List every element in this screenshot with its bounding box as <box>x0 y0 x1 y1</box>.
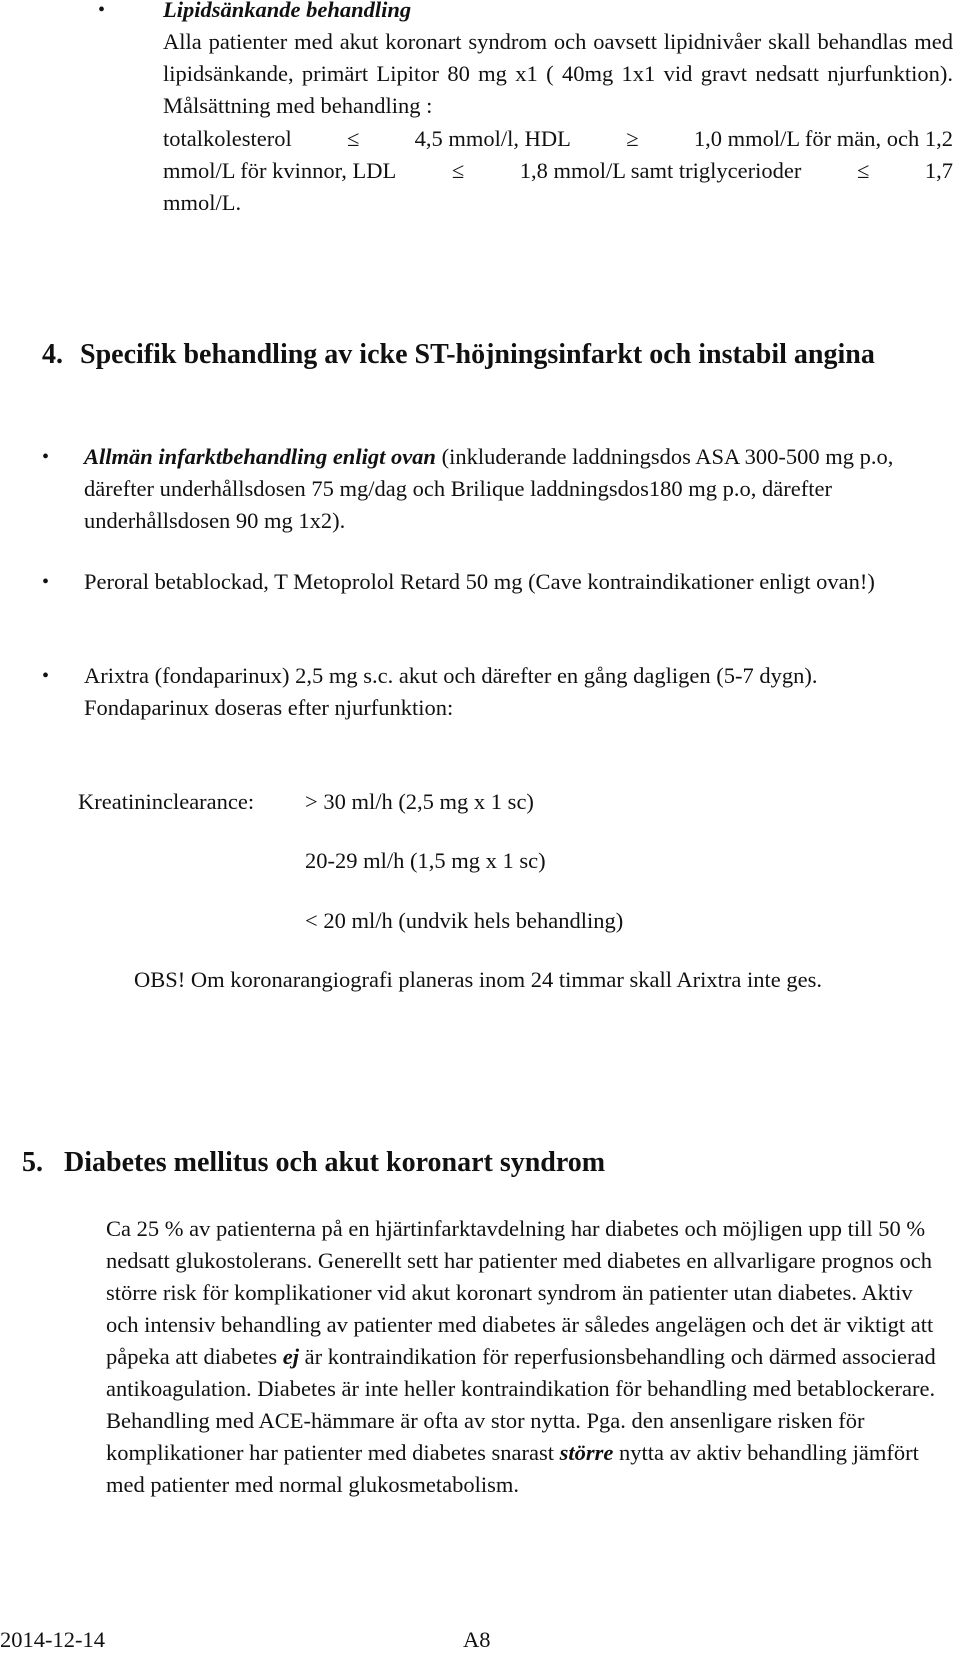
lipid-target-text: 1,0 mmol/L för män, och 1,2 <box>693 126 953 151</box>
page-number: A8 <box>463 1627 491 1652</box>
list-item <box>84 441 904 537</box>
paragraph-text: är kontraindikation för reperfusionsbehandling och därmed associerad antikoagulation. Diabetes är inte heller kontraindikation för behandling med betablockerare. Behandling med ACE-hämmare är ofta av stor nytta. Pga. den ansenligare risken för komplikationer har patienter med diabetes snarast <box>106 1344 936 1465</box>
lipid-target-text: mmol/L. <box>163 190 242 215</box>
list-item-emphasis: Allmän infarktbehandling enligt ovan <box>84 444 436 469</box>
ge-symbol: ≥ <box>626 126 639 151</box>
paragraph-text: Ca 25 % av patienterna på en hjärtinfarktavdelning har diabetes och möjligen upp till 50 % nedsatt glukostolerans. Generellt sett har patienter med diabetes en allvarligare prognos och större risk för komplikationer vid akut koronart syndrom än patienter utan diabetes. Aktiv och intensiv behandling av patienter med diabetes är således angelägen och det är viktigt att påpeka att diabetes <box>106 1216 934 1369</box>
paragraph-emphasis: ej <box>282 1344 300 1369</box>
le-symbol: ≤ <box>856 158 870 183</box>
section-title: Diabetes mellitus och akut koronart syndrom <box>64 1147 606 1178</box>
dose-row: 20-29 ml/h (1,5 mg x 1 sc) <box>305 848 546 873</box>
bullet: • <box>42 446 50 468</box>
paragraph-text: nytta av aktiv behandling jämfört med patienter med normal glukosmetabolism. <box>106 1440 919 1497</box>
section-number: 5. <box>22 1147 43 1178</box>
obs-note: OBS! Om koronarangiografi planeras inom 24 timmar skall Arixtra inte ges. <box>134 967 822 992</box>
bullet: • <box>98 0 106 21</box>
le-symbol: ≤ <box>347 126 360 151</box>
list-item: Peroral betablockad, T Metoprolol Retard 50 mg (Cave kontraindikationer enligt ovan!) <box>84 569 875 594</box>
dose-row: > 30 ml/h (2,5 mg x 1 sc) <box>305 789 534 814</box>
lipid-target-text: 1,7 <box>924 158 953 183</box>
dose-row: < 20 ml/h (undvik hels behandling) <box>305 908 624 933</box>
section-title: Specifik behandling av icke ST-höjningsinfarkt och instabil angina <box>80 339 875 370</box>
kreatinin-label: Kreatininclearance: <box>78 789 255 814</box>
lipid-target-line <box>163 123 953 155</box>
lipid-target-line <box>163 155 953 187</box>
lipid-heading: Lipidsänkande behandling <box>163 0 412 22</box>
bullet: • <box>42 665 50 687</box>
lipid-target-text: 4,5 mmol/l, HDL <box>414 126 571 151</box>
footer-date: 2014-12-14 <box>0 1627 105 1652</box>
le-symbol: ≤ <box>451 158 465 183</box>
list-item: Arixtra (fondaparinux) 2,5 mg s.c. akut och därefter en gång dagligen (5-7 dygn). Fondaparinux doseras efter njurfunktion: <box>84 663 818 720</box>
lipid-target-text: 1,8 mmol/L samt triglycerioder <box>519 158 802 183</box>
paragraph-emphasis: större <box>559 1440 614 1465</box>
lipid-target-text: mmol/L för kvinnor, LDL <box>163 158 397 183</box>
section-number: 4. <box>42 339 63 370</box>
lipid-paragraph: Alla patienter med akut koronart syndrom och oavsett lipidnivåer skall behandlas med lipidsänkande, primärt Lipitor 80 mg x1 ( 40mg 1x1 vid gravt nedsatt njurfunktion). Målsättning med behandling : <box>163 29 953 118</box>
bullet: • <box>42 571 50 593</box>
lipid-target-text: totalkolesterol <box>163 126 292 151</box>
diabetes-paragraph <box>106 1213 936 1501</box>
list-item-text: (inkluderande laddningsdos ASA 300-500 mg p.o, därefter underhållsdosen 75 mg/dag och Brilique laddningsdos180 mg p.o, därefter underhållsdosen 90 mg 1x2). <box>84 444 894 533</box>
